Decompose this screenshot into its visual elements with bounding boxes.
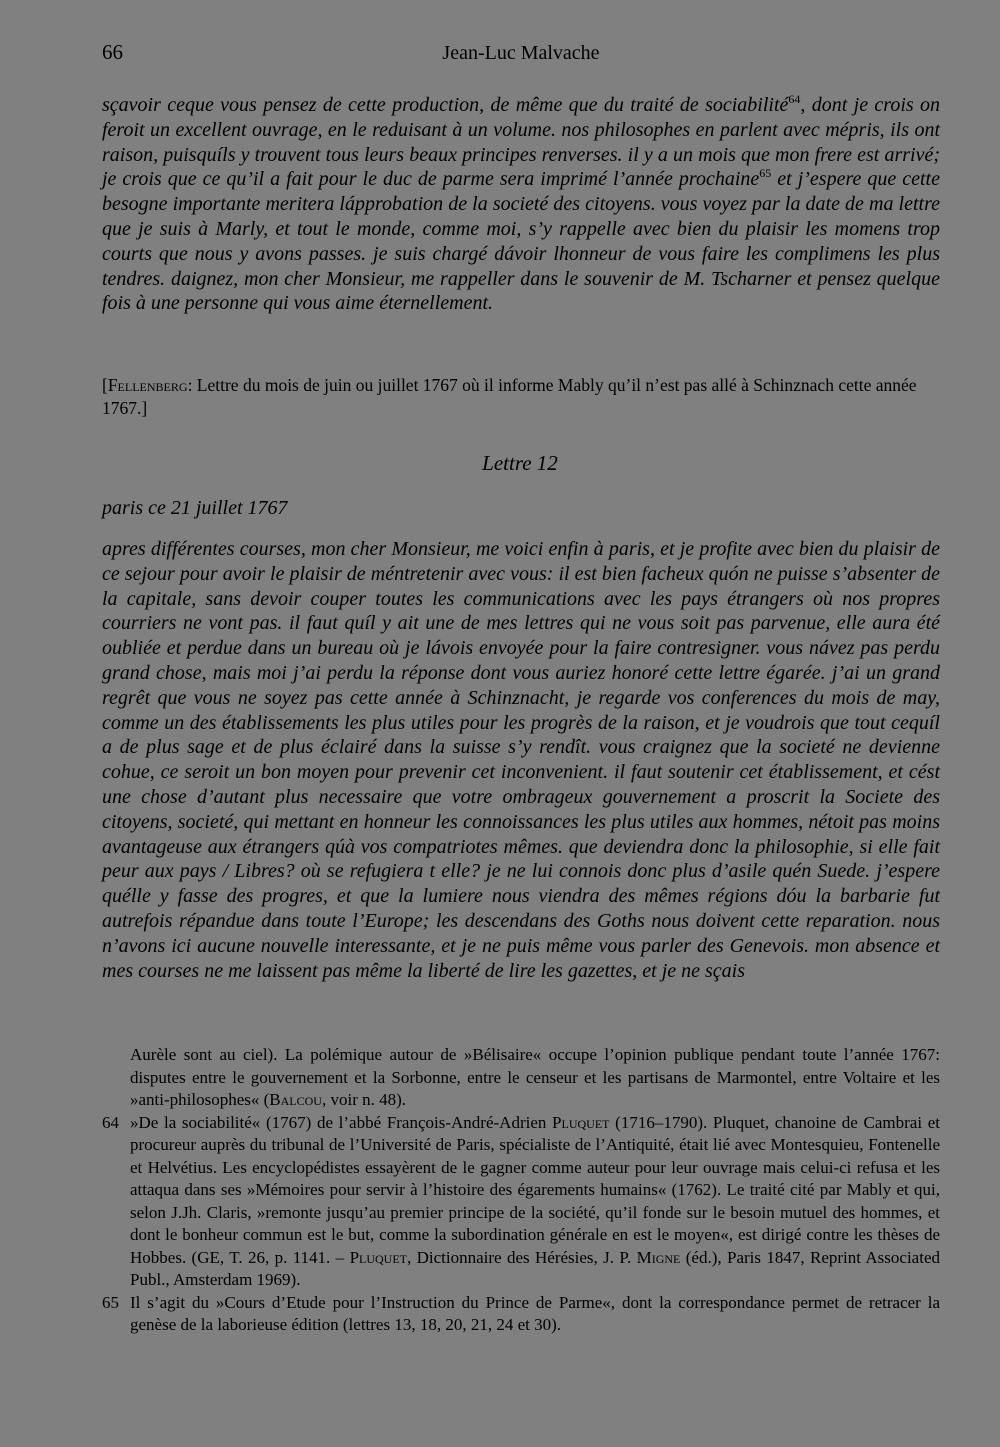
footnote-text: Aurèle sont au ciel). La polémique autour de »Bélisaire« occupe l’opinion publique pendant toute l’année 1767: disputes entre le gouvernement et la Sorbonne, entre le censeur et les partisans de Marmontel, entre Voltaire et les »anti-philosophes« ( (130, 1045, 940, 1109)
footnote-text: »De la sociabilité« (1767) de l’abbé François-André-Adrien (130, 1112, 553, 1132)
footnotes (102, 1044, 940, 1337)
footnote-ref-65: 65 (759, 166, 772, 181)
letter-text: sçavoir ceque vous pensez de cette production, de même que du traité de sociabilité (102, 94, 789, 116)
page-header (102, 40, 940, 74)
footnote-number: 64 (102, 1112, 119, 1132)
footnote-continuation (102, 1044, 940, 1112)
footnote-ref-64: 64 (788, 92, 801, 106)
editor-note (102, 374, 940, 420)
letter-date: paris ce 21 juillet 1767 (102, 497, 288, 519)
footnote-text: , voir n. 48). (321, 1090, 407, 1109)
bracket: [ (102, 375, 108, 395)
footnote-text: , Dictionnaire des Hérésies, J. P. (407, 1247, 637, 1267)
running-head: Jean-Luc Malvache (442, 42, 600, 64)
letter-11-paragraph (102, 93, 940, 316)
author-name: Pluquet (349, 1247, 408, 1267)
letter-text: , dont je crois on feroit un excellent ouvrage, en le reduisant à un volume. nos philosophes en parlent avec mépris, ils ont raison, puisquíls y trouvent tous leurs beaux principes renverses. il y a un mois que mon frere est arrivé; je crois que ce qu’il a fait pour le duc de parme sera imprimé l’année prochaine (102, 94, 941, 191)
letter-12-paragraph: apres différentes courses, mon cher Monsieur, me voici enfin à paris, et je profite avec bien du plaisir de ce sejour pour avoir le plaisir de méntretenir avec vous: il est bien facheux quón ne puisse s’absenter de la capitale, sans devoir couper toutes les communications avec les pays étrangers où nos propres courriers ne vont pas. il faut quíl y ait une de mes lettres qui ne vous soit pas parvenue, elle aura été oubliée et perdue dans un bureau où je lávois envoyée pour la faire contresigner. vous návez pas perdu grand chose, mais moi j’ai perdu la réponse dont vous auriez honoré cette lettre égarée. j’ai un grand regrêt que vous ne soyez pas cette année à Schinznacht, je regarde vos conferences du mois de may, comme un des établissements les plus utiles pour les progrès de la raison, et je voudrois que tout cequíl a de plus sage et de plus éclairé dans la suisse s’y rendît. vous craignez que la societé ne devienne cohue, ce seroit un bon moyen pour prevenir cet inconvenient. il faut soutenir cet établissement, et cést une chose d’autant plus necessaire que votre ombrageux gouvernement a proscrit la Societe des citoyens, societé, qui mettant en honneur les connoissances les plus utiles aux hommes, nétoit pas moins avantageuse aux étrangers qúà vos compatriotes mêmes. que deviendra donc la philosophie, si elle fait peur aux pays / Libres? où se refugiera t elle? je ne lui connois donc plus d’asile quén Suede. j’espere quélle y fasse des progres, et que la lumiere nous viendra des mêmes régions dóu la barbarie fut autrefois répandue dans toute l’Europe; les descendans des Goths nous doivent cette reparation. nous n’avons ici aucune nouvelle interessante, et je ne puis même vous parler des Genevois. mon absence et mes courses ne me laissent pas même la liberté de lire les gazettes, et je ne sçais (102, 538, 940, 982)
letter-title: Lettre 12 (482, 451, 558, 475)
author-name: Pluquet (552, 1112, 610, 1132)
author-name: Migne (636, 1247, 681, 1267)
editor-note-text: : Lettre du mois de juin ou juillet 1767 où il informe Mably qu’il n’est pas allé à Schinznach cette année 1767.] (102, 375, 917, 418)
footnote-text: Il s’agit du »Cours d’Etude pour l’Instruction du Prince de Parme«, dont la correspondance permet de retracer la genèse de la laborieuse édition (lettres 13, 18, 20, 21, 24 et 30). (130, 1292, 940, 1334)
footnote-number: 65 (102, 1292, 119, 1312)
page-number: 66 (102, 40, 123, 64)
author-name: Balcou (269, 1090, 322, 1109)
letter-11-ending (102, 93, 940, 316)
footnote-64 (102, 1112, 940, 1292)
footnote-65 (102, 1292, 940, 1337)
letter-text: et j’espere que cette besogne importante meritera lápprobation de la societé des citoyens. vous voyez par la date de ma lettre que je suis à Marly, et tout le monde, comme moi, s’y rappelle avec bien du plaisir les momens trop courts que nous y avons passes. je suis chargé dávoir lhonneur de vous faire les complimens les plus tendres. daignez, mon cher Monsieur, me rappeller dans le souvenir de M. Tscharner et pensez quelque fois à une personne qui vous aime éternellement. (102, 168, 940, 315)
correspondent-name: Fellenberg (107, 375, 188, 395)
footnote-text: (éd.), Paris 1847, Reprint Associated Publ., Amsterdam 1969). (130, 1247, 940, 1289)
footnote-text: (1716–1790). Pluquet, chanoine de Cambrai et procureur auprès du tribunal de l’Université de Paris, spécialiste de l’Antiquité, était lié avec Montesquieu, Fontenelle et Helvétius. Les encyclopédistes essayèrent de le gagner comme auteur pour leur ouvrage mais celui-ci refusa et les attaqua dans ses »Mémoires pour servir à l’histoire des égarements humains« (1762). Le traité cité par Mably et qui, selon J.Jh. Claris, »remonte jusqu’au premier principe de la société, qu’il fonde sur le besoin mutuel des hommes, et dont le bonheur commun est le but, comme la subordination générale en est le moyen«, est dirigé contre les thèses de Hobbes. (GE, T. 26, p. 1141. – (130, 1112, 940, 1267)
letter-12-body (102, 537, 940, 983)
